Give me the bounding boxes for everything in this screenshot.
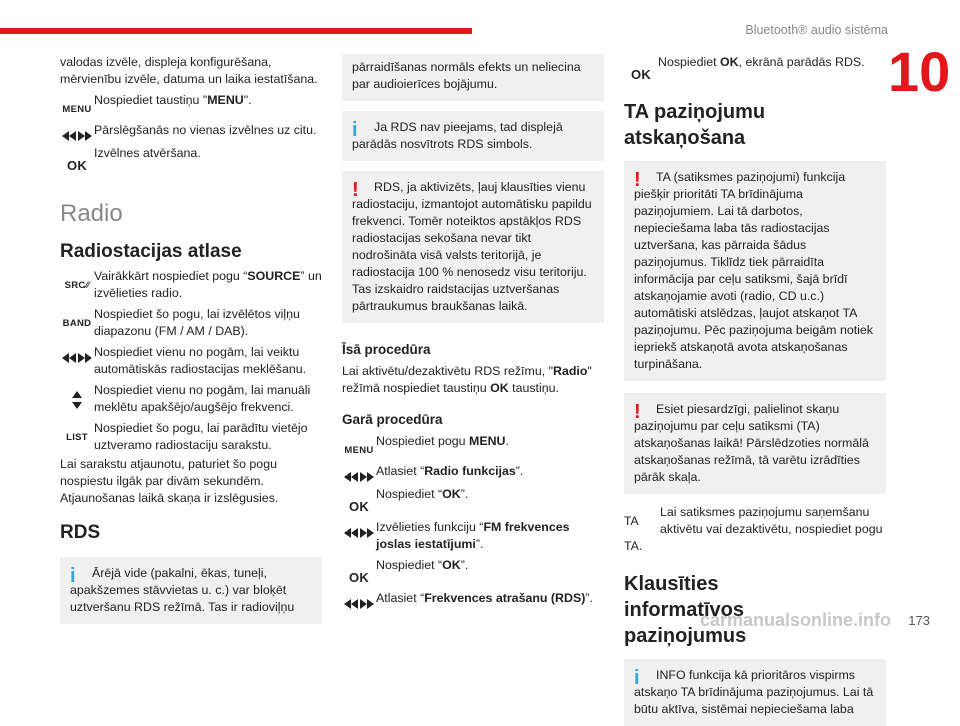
instruction-row: Atlasiet “Radio funkcijas”. [342, 463, 604, 482]
info-box-continued: pārraidīšanas normāls efekts un neliecina par audioierīces bojājumu. [342, 54, 604, 101]
ok-button-icon: OK [66, 158, 88, 173]
arrows-left-right-icon [344, 472, 374, 482]
header-red-bar [0, 28, 472, 34]
warning-icon: ! [634, 169, 641, 191]
station-instructions [60, 268, 322, 454]
instruction-row: Atlasiet “Frekvences atrašanu (RDS)”. [342, 590, 604, 609]
menu-button-icon: MENU [344, 445, 374, 456]
instruction-row: OK Nospiediet “OK”. [348, 558, 469, 585]
rds-ok-step [624, 54, 886, 83]
info-icon: i [634, 667, 640, 689]
instruction-row: Nospiediet vienu no pogām, lai manuāli meklētu apakšējo/augšējo frekvenci. [60, 382, 322, 416]
list-button-icon: LIST [66, 432, 88, 443]
arrows-left-right-icon [62, 353, 92, 363]
menu-button-icon: MENU [62, 104, 92, 115]
ok-button-icon: OK [348, 570, 370, 585]
watermark: carmanualsonline.info [700, 610, 892, 630]
ta-toggle-instruction: TA Lai satiksmes paziņojumu saņemšanu aktivētu vai dezaktivētu, nospiediet pogu TA. [624, 505, 883, 553]
warning-icon: ! [352, 179, 359, 201]
instruction-row: MENU Nospiediet pogu MENU. [342, 433, 604, 459]
ok-button-icon: OK [630, 67, 652, 82]
arrows-up-down-icon [72, 391, 82, 409]
instruction-row: MENU Nospiediet taustiņu "MENU". [60, 92, 322, 118]
arrows-left-right-icon [344, 528, 374, 538]
instruction-row: OK Nospiediet OK, ekrānā parādās RDS. [630, 55, 865, 82]
warning-box-rds: ! RDS, ja aktivizēts, ļauj klausīties vienu radiostaciju, izmantojot automātisku papildu frekvenci. Tomēr noteiktos apstākļos RDS radiostacijas sekošana nevar tikt nodrošināta visā valsts teritorijā, je radiostacija 100 % nenosedz visu teritoriju. Tas izskaidro raidstacijas uztveršanas pārtraukumus braukšanas laikā. [342, 171, 604, 323]
warning-icon: ! [634, 401, 641, 423]
arrows-left-right-icon [62, 131, 92, 141]
arrows-left-right-icon [344, 599, 374, 609]
chapter-number: 10 [888, 40, 951, 103]
heading-long-procedure: Garā procedūra [342, 412, 443, 427]
intro-text: valodas izvēle, displeja konfigurēšana, mērvienību izvēle, datuma un laika iestatīšana. [60, 55, 318, 86]
band-button-icon: BAND [62, 318, 92, 329]
page-number: 173 [908, 613, 930, 628]
instruction-row: OK Nospiediet “OK”. [348, 487, 469, 514]
menu-instructions [60, 92, 322, 174]
long-procedure-steps [342, 433, 604, 609]
instruction-row: LIST Nospiediet šo pogu, lai parādītu vietējo uztveramo radiostaciju sarakstu. [66, 421, 308, 452]
instruction-row: Nospiediet vienu no pogām, lai veiktu automātiskās radiostacijas meklēšanu. [60, 344, 322, 378]
warning-box-volume: ! Esiet piesardzīgi, palielinot skaņu paziņojumu par ceļu satiksmi (TA) atskaņošanas laikā! Pārslēdzoties normālā atskaņošanas režīmā, tā varētu izrādīties pārāk skaļa. [624, 393, 886, 494]
short-procedure-text: Lai aktivētu/dezaktivētu RDS režīmu, "Radio" režīmā nospiediet taustiņu OK taustiņu. [342, 364, 592, 395]
ta-button-icon: TA [624, 514, 639, 528]
instruction-row: Izvēlieties funkciju “FM frekvences joslas iestatījumi”. [342, 519, 604, 553]
info-box-rds: i Ārējā vide (pakalni, ēkas, tuneļi, apakšzemes stāvvietas u. c.) var bloķēt uztveršanu RDS režīmā. Tas ir radioviļņu [60, 557, 322, 624]
section-title-radio: Radio [60, 200, 123, 227]
heading-short-procedure: Īsā procedūra [342, 342, 431, 357]
ok-button-icon: OK [348, 499, 370, 514]
instruction-row: Pārslēgšanās no vienas izvēlnes uz citu. [60, 122, 322, 141]
heading-info: Klausīties informatīvos paziņojumus [624, 573, 747, 647]
column-1 [60, 54, 322, 624]
header-title: Bluetooth® audio sistēma [745, 23, 888, 37]
info-icon: i [352, 119, 358, 141]
info-box-rds-symbol: i Ja RDS nav pieejams, tad displejā parādās nosvītrots RDS simbols. [342, 111, 604, 161]
column-2 [342, 54, 604, 609]
warning-box-ta: ! TA (satiksmes paziņojumi) funkcija piešķir prioritāti TA brīdinājuma paziņojumiem. Lai tā darbotos, nepieciešama laba tās radiostacijas uztveršana, kas pārraida šādus paziņojumus. Tiklīdz tiek pārraidīta informācija par ceļu satiksmi, šajā brīdī atskaņojamie avoti (radio, CD u.c.) automātiski atslēdzas, ļaujot atskaņot TA paziņojumu. Pēc paziņojuma beigām notiek iepriekš atskaņotā avota atskaņošanas turpināšana. [624, 161, 886, 381]
info-icon: i [70, 565, 76, 587]
instruction-row: BAND Nospiediet šo pogu, lai izvēlētos viļņu diapazonu (FM / AM / DAB). [62, 307, 300, 338]
heading-rds: RDS [60, 522, 101, 543]
source-button-icon: SRC∕∕ [64, 280, 90, 291]
instruction-row: SRC∕∕ Vairākkārt nospiediet pogu “SOURCE” un izvēlieties radio. [64, 269, 322, 300]
instruction-row: OK Izvēlnes atvēršana. [66, 146, 201, 173]
heading-ta: TA paziņojumu atskaņošana [624, 101, 766, 149]
list-note: Lai sarakstu atjaunotu, paturiet šo pogu nospiestu ilgāk par divām sekundēm. Atjaunošanas laikā skaņa ir izslēgusies. [60, 457, 279, 505]
heading-station-select: Radiostacijas atlase [60, 241, 242, 262]
info-box-info-function: i INFO funkcija kā prioritāros vispirms atskaņo TA brīdinājuma paziņojumus. Lai tā būtu aktīva, sistēmai nepieciešama laba [624, 659, 886, 726]
